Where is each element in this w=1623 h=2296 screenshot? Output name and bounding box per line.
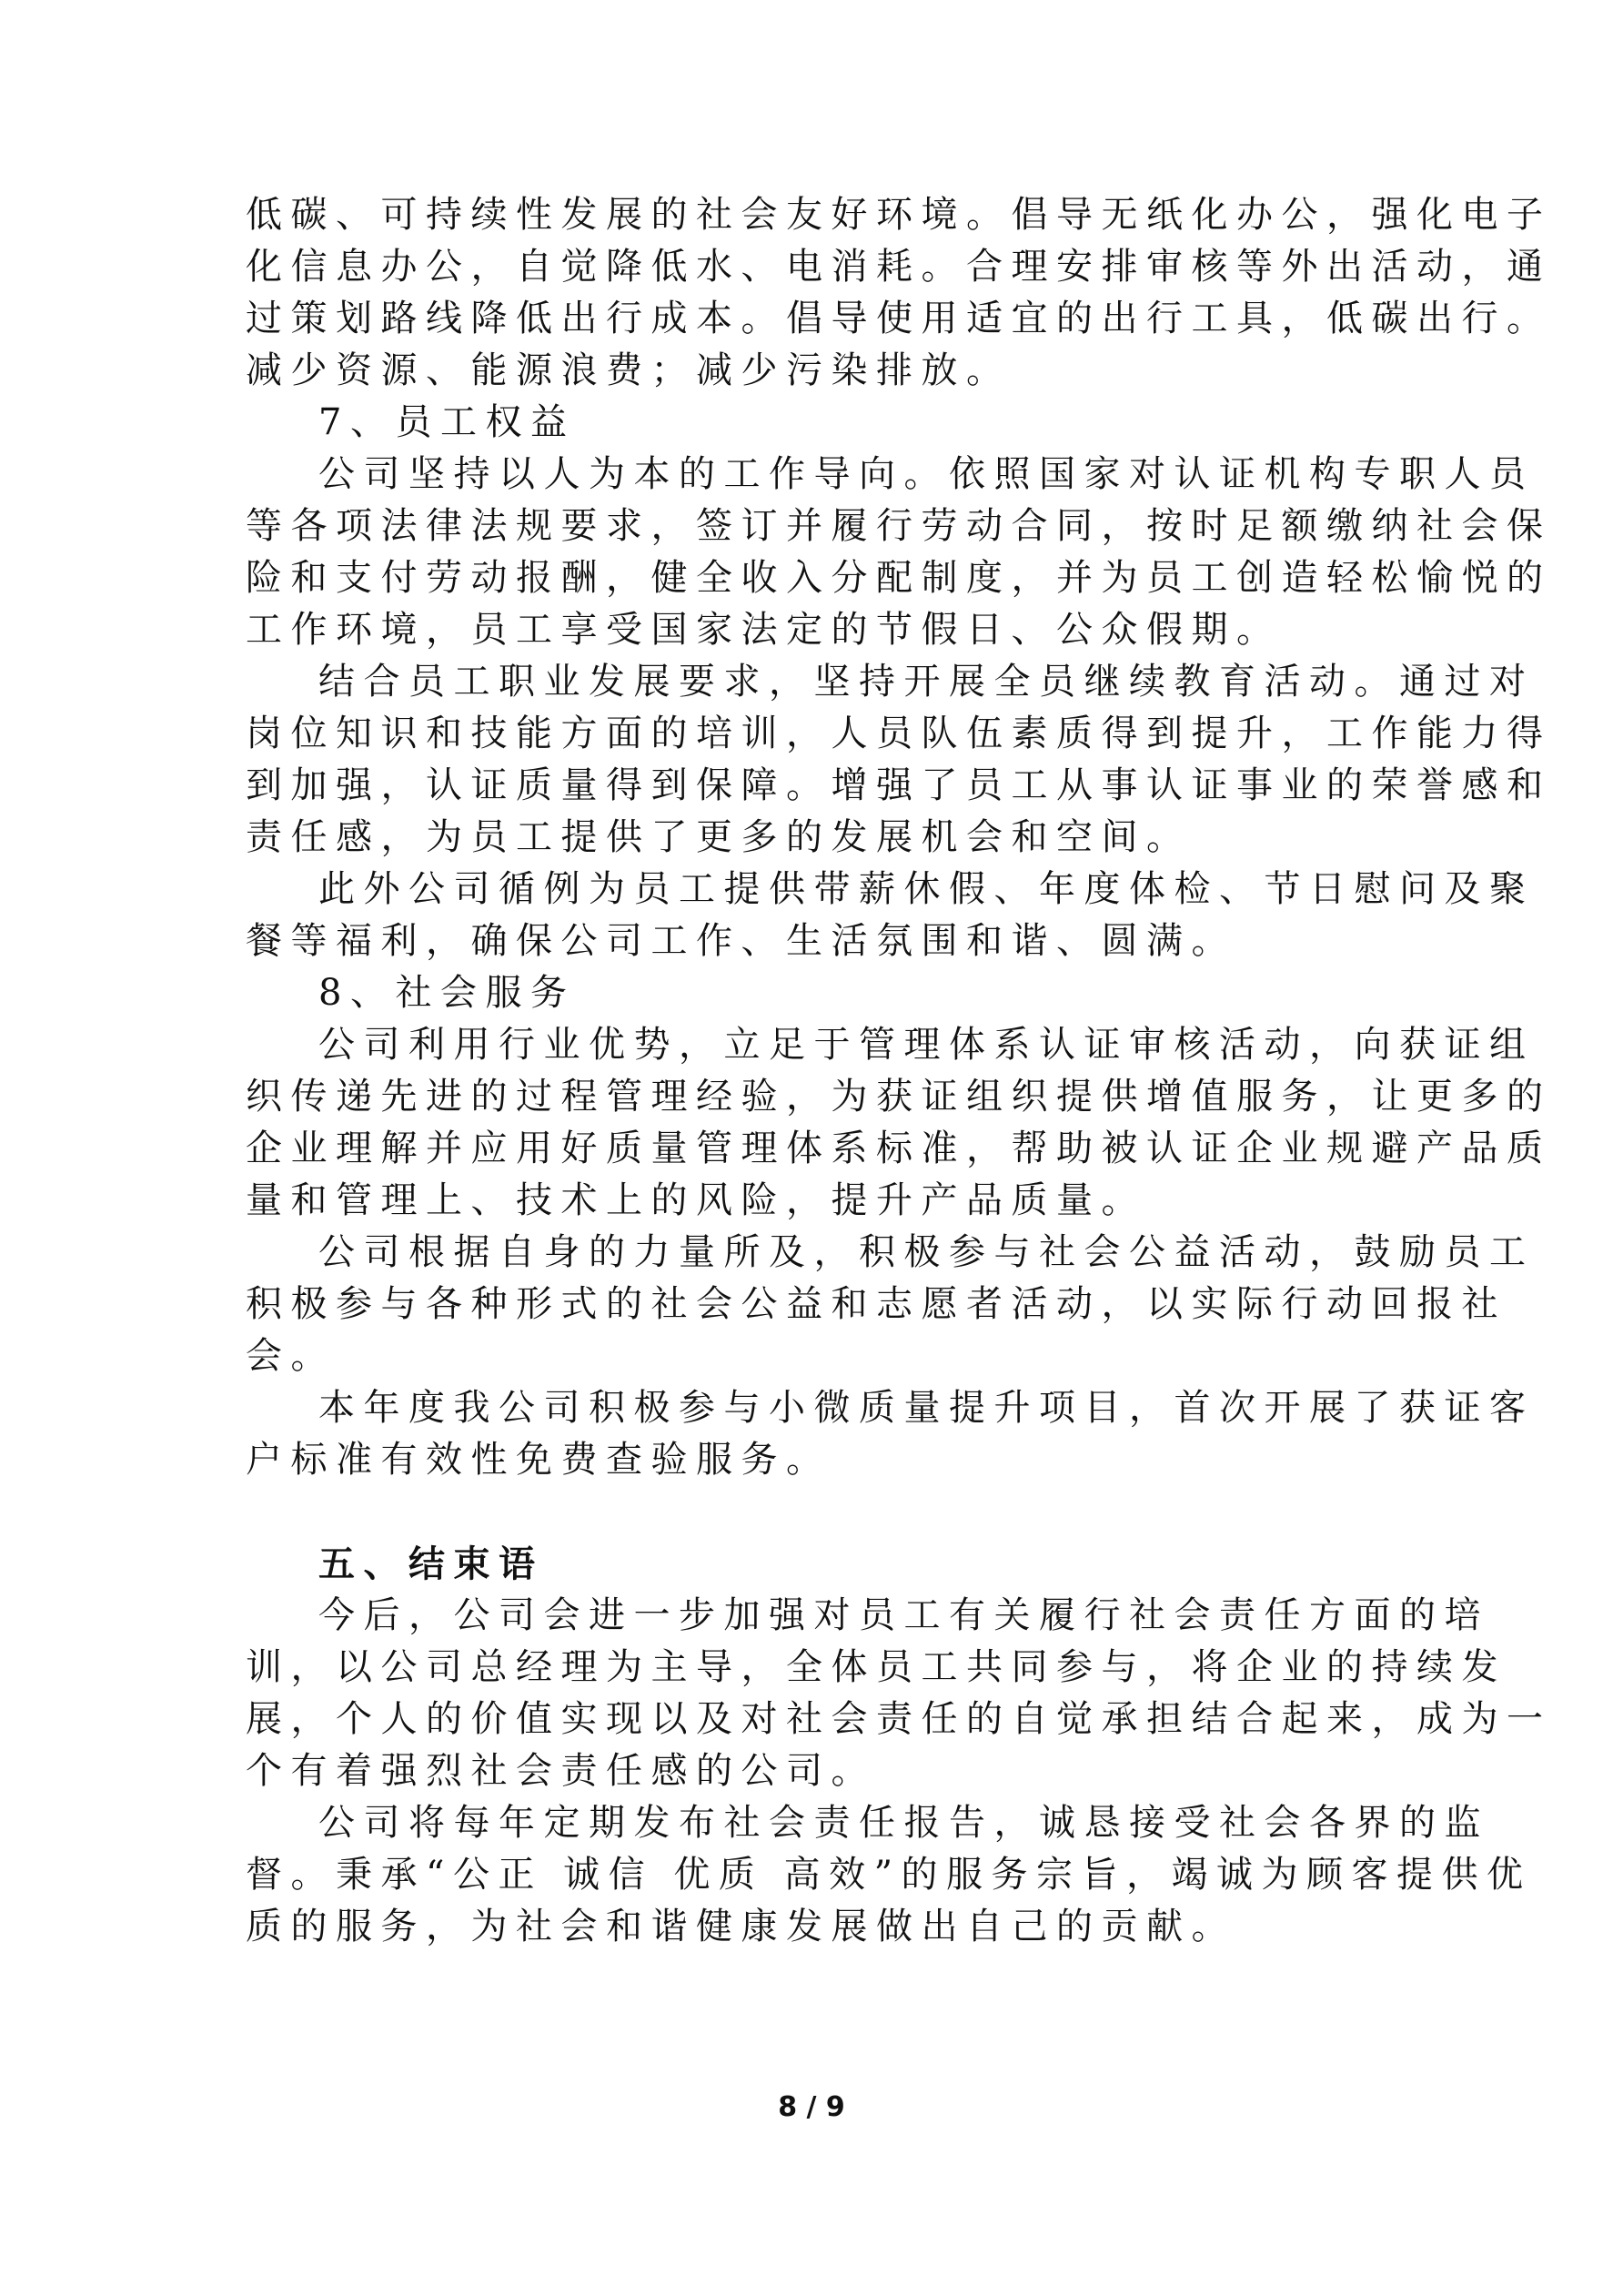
text-line: 结合员工职业发展要求，坚持开展全员继续教育活动。通过对: [318, 661, 1535, 703]
text-line: 本年度我公司积极参与小微质量提升项目，首次开展了获证客: [318, 1387, 1535, 1429]
text-line: 户标准有效性免费查验服务。: [246, 1439, 832, 1481]
text-line: 餐等福利，确保公司工作、生活氛围和谐、圆满。: [246, 920, 1236, 962]
text-line: 责任感，为员工提供了更多的发展机会和空间。: [246, 816, 1192, 858]
text-line: 公司坚持以人为本的工作导向。依照国家对认证机构专职人员: [318, 453, 1535, 495]
text-line: 个有着强烈社会责任感的公司。: [246, 1750, 876, 1792]
section-heading: 五、结束语: [318, 1542, 544, 1585]
page-number: 8 / 9: [778, 2091, 845, 2123]
text-line: 化信息办公，自觉降低水、电消耗。合理安排审核等外出活动，通: [246, 246, 1552, 288]
text-line: 8、社会服务: [318, 972, 576, 1014]
text-line: 工作环境，员工享受国家法定的节假日、公众假期。: [246, 609, 1282, 651]
text-line: 企业理解并应用好质量管理体系标准，帮助被认证企业规避产品质: [246, 1128, 1552, 1169]
text-line: 岗位知识和技能方面的培训，人员队伍素质得到提升，工作能力得: [246, 713, 1552, 754]
text-line: 质的服务，为社会和谐健康发展做出自己的贡献。: [246, 1906, 1236, 1947]
text-line: 会。: [246, 1335, 336, 1377]
text-line: 量和管理上、技术上的风险，提升产品质量。: [246, 1179, 1146, 1221]
text-line: 过策划路线降低出行成本。倡导使用适宜的出行工具，低碳出行。: [246, 298, 1552, 339]
text-line: 织传递先进的过程管理经验，为获证组织提供增值服务，让更多的: [246, 1076, 1552, 1118]
text-line: 公司根据自身的力量所及，积极参与社会公益活动，鼓励员工: [318, 1231, 1535, 1273]
text-line: 7、员工权益: [318, 401, 576, 443]
text-line: 险和支付劳动报酬，健全收入分配制度，并为员工创造轻松愉悦的: [246, 557, 1552, 599]
text-line: 训，以公司总经理为主导，全体员工共同参与，将企业的持续发: [246, 1646, 1507, 1688]
text-line: 展，个人的价值实现以及对社会责任的自觉承担结合起来，成为一: [246, 1698, 1552, 1740]
text-line: 公司利用行业优势，立足于管理体系认证审核活动，向获证组: [318, 1024, 1535, 1066]
text-line: 公司将每年定期发布社会责任报告，诚恳接受社会各界的监: [318, 1802, 1489, 1844]
text-line: 低碳、可持续性发展的社会友好环境。倡导无纸化办公，强化电子: [246, 194, 1552, 236]
text-line: 督。秉承“公正 诚信 优质 高效”的服务宗旨，竭诚为顾客提供优: [246, 1854, 1532, 1896]
text-line: 今后，公司会进一步加强对员工有关履行社会责任方面的培: [318, 1594, 1489, 1636]
text-line: 减少资源、能源浪费；减少污染排放。: [246, 349, 1012, 391]
text-line: 此外公司循例为员工提供带薪休假、年度体检、节日慰问及聚: [318, 868, 1535, 910]
paragraph-gap: [246, 1486, 1377, 1538]
text-line: 积极参与各种形式的社会公益和志愿者活动，以实际行动回报社: [246, 1283, 1507, 1325]
document-body: [246, 189, 1552, 1953]
text-line: 到加强，认证质量得到保障。增强了员工从事认证事业的荣誉感和: [246, 764, 1552, 806]
text-line: 等各项法律法规要求，签订并履行劳动合同，按时足额缴纳社会保: [246, 505, 1552, 547]
